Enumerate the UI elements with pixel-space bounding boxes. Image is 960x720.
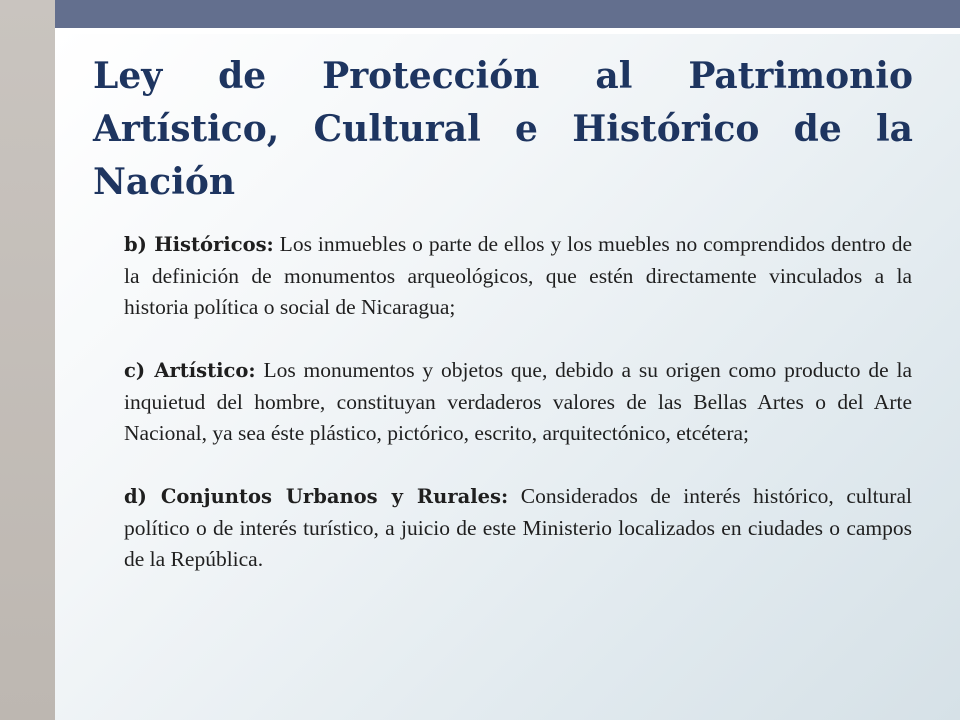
definition-conjuntos: Considerados de interés histórico, cultural político o de interés turístico, a juicio de este Ministerio localizados en ciudades o campos de la República. bbox=[124, 484, 912, 571]
paragraph-conjuntos bbox=[124, 481, 912, 576]
term-conjuntos: d) Conjuntos Urbanos y Rurales: bbox=[124, 485, 509, 508]
definition-artistico: Los monumentos y objetos que, debido a su origen como producto de la inquietud del hombre, constituyan verdaderos valores de las Bellas Artes o del Arte Nacional, ya sea éste plástico, pictórico, escrito, arquitectónico, etcétera; bbox=[124, 358, 912, 445]
top-decorative-band bbox=[55, 0, 960, 28]
term-historicos: b) Históricos: bbox=[124, 233, 274, 256]
term-artistico: c) Artístico: bbox=[124, 359, 256, 382]
left-decorative-band bbox=[0, 0, 55, 720]
paragraph-artistico bbox=[124, 355, 912, 450]
slide-title: Ley de Protección al Patrimonio Artístico, Cultural e Histórico de la Nación bbox=[93, 55, 913, 203]
paragraph-historicos bbox=[124, 229, 912, 324]
slide-body bbox=[124, 229, 912, 576]
definition-historicos: Los inmuebles o parte de ellos y los muebles no comprendidos dentro de la definición de monumentos arqueológicos, que estén directamente vinculados a la historia política o social de Nicaragua; bbox=[124, 232, 912, 319]
